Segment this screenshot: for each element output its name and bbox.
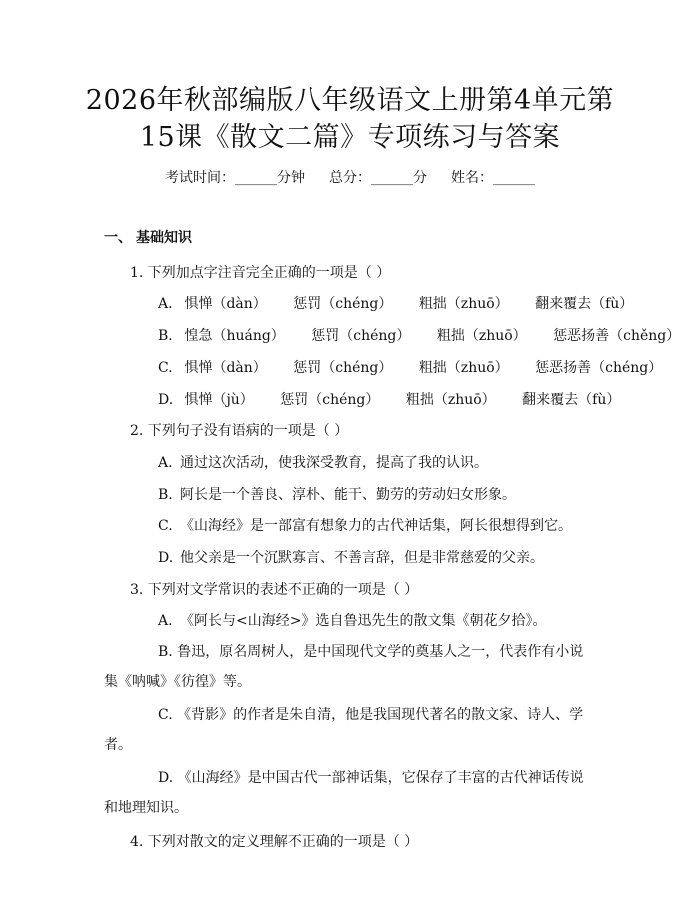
option-text: 《阿长与<山海经>》选自鲁迅先生的散文集《朝花夕拾》。: [180, 613, 547, 629]
option-label: A.: [158, 613, 173, 629]
option-text: 《山海经》是中国古代一部神话集，它保存了丰富的古代神话传说和地理知识。: [104, 770, 584, 816]
score-label: 总分：______分: [329, 170, 427, 186]
question-1-option-a: [158, 294, 633, 314]
option-word: 惧惮（dàn）: [184, 296, 267, 312]
question-3-option-b: [104, 637, 594, 697]
question-3-option-d: [104, 763, 594, 823]
question-2-option-d: [158, 548, 544, 568]
option-word: 惩罚（chéng）: [293, 360, 393, 376]
question-2-stem: 2. 下列句子没有语病的一项是（ ）: [130, 423, 349, 439]
option-label: D.: [158, 550, 174, 566]
option-word: 惩恶扬善（chéng）: [535, 360, 663, 376]
option-label: B.: [158, 328, 173, 344]
exam-meta: [0, 168, 700, 188]
option-text: 《背影》的作者是朱自清，他是我国现代著名的散文家、诗人、学者。: [104, 707, 584, 753]
question-2-option-a: [158, 453, 488, 473]
option-word: 翻来覆去（fù）: [535, 296, 634, 312]
option-word: 粗拙（zhuō）: [405, 392, 496, 408]
option-word: 粗拙（zhuō）: [418, 360, 509, 376]
question-2-option-c: [158, 516, 572, 536]
option-label: A.: [158, 455, 173, 471]
option-label: B.: [158, 644, 173, 660]
option-text: 《山海经》是一部富有想象力的古代神话集，阿长很想得到它。: [180, 518, 572, 534]
option-text: 鲁迅，原名周树人，是中国现代文学的奠基人之一，代表作有小说集《呐喊》《彷徨》等。: [104, 644, 584, 690]
question-1-option-d: [158, 390, 620, 410]
option-word: 粗拙（zhuō）: [436, 328, 527, 344]
option-word: 惧惮（jù）: [184, 392, 254, 408]
option-label: C.: [158, 707, 173, 723]
option-word: 惩罚（chéng）: [293, 296, 393, 312]
option-text: 他父亲是一个沉默寡言、不善言辞，但是非常慈爱的父亲。: [180, 550, 544, 566]
option-text: 阿长是一个善良、淳朴、能干、勤劳的劳动妇女形象。: [180, 487, 516, 503]
option-word: 粗拙（zhuō）: [418, 296, 509, 312]
question-1-option-c: [158, 358, 662, 378]
section-heading: [104, 228, 192, 248]
option-label: D.: [158, 770, 174, 786]
section-title: 基础知识: [136, 230, 192, 246]
option-word: 惩罚（chéng）: [280, 392, 380, 408]
page-title-line-2: 15课《散文二篇》专项练习与答案: [139, 122, 561, 153]
option-label: C.: [158, 360, 173, 376]
option-label: A.: [158, 296, 173, 312]
option-word: 惩罚（chéng）: [311, 328, 411, 344]
question-3-stem: 3. 下列对文学常识的表述不正确的一项是（ ）: [130, 582, 419, 598]
option-label: D.: [158, 392, 174, 408]
option-label: B.: [158, 487, 173, 503]
question-2-option-b: [158, 485, 516, 505]
option-word: 惩恶扬善（chěng）: [553, 328, 681, 344]
page-title-line-1: 2026年秋部编版八年级语文上册第4单元第: [85, 85, 615, 116]
exam-time-label: 考试时间：______分钟: [165, 170, 305, 186]
question-4-stem: 4. 下列对散文的定义理解不正确的一项是（ ）: [130, 834, 419, 850]
option-word: 惧惮（dàn）: [184, 360, 267, 376]
question-1-stem: 1. 下列加点字注音完全正确的一项是（ ）: [130, 265, 391, 281]
option-text: 通过这次活动，使我深受教育，提高了我的认识。: [180, 455, 488, 471]
option-label: C.: [158, 518, 173, 534]
name-label: 姓名：______: [451, 170, 535, 186]
section-number: 一、: [104, 230, 132, 246]
option-word: 翻来覆去（fù）: [522, 392, 621, 408]
option-word: 惶急（huáng）: [184, 328, 285, 344]
question-1-option-b: [158, 326, 680, 346]
question-3-option-a: [158, 611, 546, 631]
question-3-option-c: [104, 700, 594, 760]
